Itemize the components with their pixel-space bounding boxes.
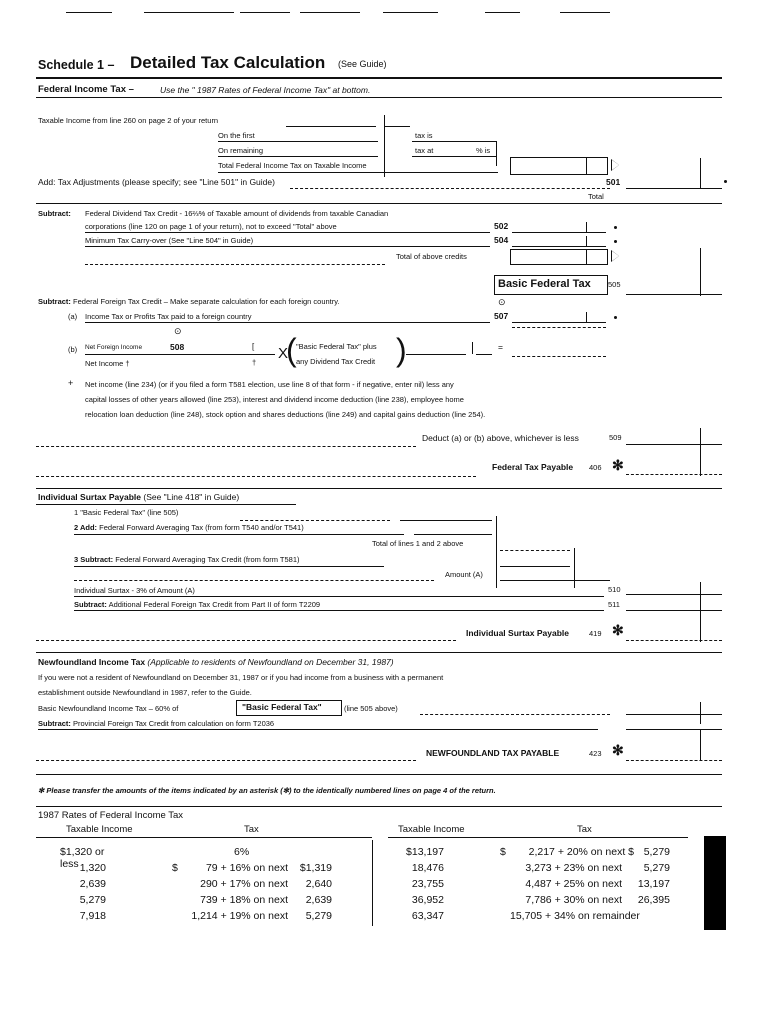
nfld-basic-suffix: (line 505 above) (344, 704, 398, 713)
rate-row-right-income: 36,952 (411, 894, 444, 906)
line-406: 406 (589, 463, 602, 472)
line-508: 508 (170, 342, 185, 352)
asterisk-icon: ✻ (612, 457, 624, 473)
black-edge-mark (704, 836, 726, 930)
rates-col-tax-right: Tax (577, 824, 592, 835)
rate-row-right-income: $13,197 (406, 846, 444, 858)
rate-row-left-income: 2,639 (79, 878, 106, 890)
pct-is-label: % is (476, 146, 491, 155)
times-sign: X (278, 345, 289, 362)
b-label: (b) (68, 345, 78, 354)
federal-tax-payable-label: Federal Tax Payable (492, 462, 574, 472)
on-remaining-label: On remaining (218, 146, 264, 155)
net-income-note-2: capital losses of other years allowed (line 253), interest and dividend income deduction (line 238), employee home (85, 395, 464, 404)
rate-row-right-tax: 2,217 + 20% on next $ (528, 846, 634, 858)
transfer-note: ✻ Please transfer the amounts of the items indicated by an asterisk (✻) to the identically numbered lines on page 4 of the return. (38, 786, 496, 795)
see-guide: (See Guide) (338, 59, 387, 69)
total-credits-label: Total of above credits (396, 252, 467, 261)
rate-row-right-tax: 3,273 + 23% on next (525, 862, 622, 874)
line-502: 502 (494, 221, 509, 231)
dividend-credit-label-1: Federal Dividend Tax Credit - 16⅔% of Taxable amount of dividends from taxable Canadian (85, 209, 389, 218)
total-lines-label: Total of lines 1 and 2 above (372, 539, 464, 548)
add-label: Add: (38, 177, 56, 187)
rate-row-right-income: 63,347 (411, 910, 444, 922)
line-501: 501 (606, 177, 621, 187)
nfld-basic-prefix: Basic Newfoundland Income Tax – 60% of (38, 704, 179, 713)
rates-col-income-right: Taxable Income (398, 824, 465, 835)
arrow-right-icon (612, 160, 619, 170)
rates-col-income-left: Taxable Income (66, 824, 133, 835)
rate-row-right-dollar: $ (500, 846, 506, 858)
subtract-label-1: Subtract: (38, 209, 71, 218)
asterisk-icon-2: ✻ (612, 622, 624, 638)
nfld-heading: Newfoundland Income Tax (38, 657, 146, 667)
surtax-subtract-label-2: Subtract: (74, 600, 107, 609)
page-title: Detailed Tax Calculation (130, 53, 326, 72)
tax-adjustments-label: Tax Adjustments (please specify; see "Line 501" in Guide) (57, 177, 275, 187)
provincial-foreign-credit: Provincial Foreign Tax Credit from calculation on form T2036 (73, 719, 275, 728)
rate-row-left-next: 2,639 (305, 894, 332, 906)
nfld-subtract-label: Subtract: (38, 719, 71, 728)
rate-row-right-tax: 7,786 + 30% on next (525, 894, 622, 906)
taxable-income-label: Taxable Income from line 260 on page 2 of your return (38, 116, 219, 125)
dividend-credit-label-2: corporations (line 120 on page 1 of your return), not to exceed "Total" above (85, 222, 337, 231)
rate-row-left-income: 7,918 (79, 910, 106, 922)
schedule-prefix: Schedule 1 – (38, 58, 115, 72)
rate-row-left-tax: 79 + 16% on next (205, 862, 288, 874)
rate-row-left-dollar: $ (172, 862, 178, 874)
federal-heading: Federal Income Tax – (38, 84, 134, 95)
basic-federal-tax-label: Basic Federal Tax (498, 278, 591, 290)
net-income-label: Net Income † (85, 359, 130, 368)
federal-heading-note: Use the " 1987 Rates of Federal Income Tax" at bottom. (160, 85, 371, 95)
surtax-payable-label: Individual Surtax Payable (466, 628, 569, 638)
on-the-first-label: On the first (218, 131, 255, 140)
rate-row-right-next: 5,279 (643, 862, 670, 874)
nfld-heading-note: (Applicable to residents of Newfoundland on December 31, 1987) (147, 657, 394, 667)
foreign-a-text: Income Tax or Profits Tax paid to a foreign country (85, 312, 252, 321)
rate-row-left-tax: 739 + 18% on next (200, 894, 288, 906)
line-505: 505 (608, 280, 621, 289)
subtract-label-2: Subtract: (38, 297, 71, 306)
rate-row-left-next: 5,279 (305, 910, 332, 922)
net-foreign-income-label: Net Foreign Income (85, 344, 143, 351)
rate-row-right-tax: 4,487 + 25% on next (525, 878, 622, 890)
line-504: 504 (494, 235, 509, 245)
rates-col-tax-left: Tax (244, 824, 259, 835)
line-507: 507 (494, 311, 509, 321)
any-dividend-label: any Dividend Tax Credit (296, 357, 376, 366)
min-tax-label: Minimum Tax Carry-over (See "Line 504" in Guide) (85, 236, 254, 245)
rate-row-left-next: $1,319 (299, 862, 332, 874)
nfld-text-2: establishment outside Newfoundland in 1987, refer to the Guide. (38, 688, 252, 697)
individual-surtax-label: Individual Surtax - 3% of Amount (A) (74, 586, 195, 595)
net-income-note-1: Net income (line 234) (or if you filed a form T581 election, use line 8 of that form - if negative, enter nil) less any (85, 380, 454, 389)
line-511: 511 (608, 600, 620, 609)
rates-title: 1987 Rates of Federal Income Tax (38, 810, 184, 821)
rate-row-right-next: 13,197 (637, 878, 670, 890)
surtax-add-label: 2 Add: (74, 523, 98, 532)
line-509: 509 (609, 433, 622, 442)
tax-is-label: tax is (415, 131, 433, 140)
rate-row-left-tax: 1,214 + 19% on next (191, 910, 288, 922)
dagger-mark: † (252, 358, 257, 367)
arrow-right-icon-2 (612, 251, 619, 261)
rate-row-right-next: 26,395 (637, 894, 670, 906)
total-federal-label: Total Federal Income Tax on Taxable Income (218, 161, 367, 170)
line-423: 423 (589, 749, 602, 758)
surtax-heading-note: (See "Line 418" in Guide) (143, 492, 240, 502)
rate-row-left-tax: 290 + 17% on next (200, 878, 288, 890)
foreign-intro: Federal Foreign Tax Credit – Make separate calculation for each foreign country. (73, 297, 340, 306)
surtax-item-1: 1 "Basic Federal Tax" (line 505) (74, 508, 179, 517)
rate-row-left-tax: 6% (234, 846, 250, 858)
nfld-text-1: If you were not a resident of Newfoundland on December 31, 1987 or if you had income from a business with a permanent (38, 673, 444, 682)
surtax-subtract-label-1: 3 Subtract: (74, 555, 114, 564)
amount-a-label: Amount (A) (445, 570, 483, 579)
nfld-basic-box: "Basic Federal Tax" (242, 702, 322, 712)
line-510: 510 (608, 585, 621, 594)
rate-row-right-tax: 15,705 + 34% on remainder (510, 910, 640, 922)
rate-row-right-next: 5,279 (643, 846, 670, 858)
additional-foreign-credit: Additional Federal Foreign Tax Credit from Part II of form T2209 (108, 600, 321, 609)
surtax-heading: Individual Surtax Payable (38, 492, 141, 502)
rate-row-right-income: 18,476 (411, 862, 444, 874)
bft-plus-label: "Basic Federal Tax" plus (296, 342, 377, 351)
line-419: 419 (589, 629, 602, 638)
total-federal-input[interactable] (510, 157, 608, 175)
surtax-item-3: Federal Forward Averaging Tax Credit (from form T581) (115, 555, 300, 564)
deduct-label: Deduct (a) or (b) above, whichever is less (422, 433, 579, 443)
rate-row-left-income: 5,279 (79, 894, 106, 906)
total-credits-input[interactable] (510, 249, 608, 265)
nfld-payable-label: NEWFOUNDLAND TAX PAYABLE (426, 748, 560, 758)
rate-row-left-next: 2,640 (305, 878, 332, 890)
asterisk-icon-3: ✻ (612, 742, 624, 758)
surtax-item-2: Federal Forward Averaging Tax (from form T540 and/or T541) (99, 523, 304, 532)
equals-sign: = (498, 342, 503, 352)
rate-row-right-income: 23,755 (411, 878, 444, 890)
rate-row-left-income: 1,320 (79, 862, 106, 874)
a-label: (a) (68, 312, 78, 321)
rate-row-left-income: $1,320 or less (60, 846, 105, 870)
net-income-note-3: relocation loan deduction (line 248), stock option and shares deductions (line 249) and capital gains deduction (line 254). (85, 410, 486, 419)
total-label: Total (588, 192, 604, 201)
tax-at-label: tax at (415, 146, 434, 155)
